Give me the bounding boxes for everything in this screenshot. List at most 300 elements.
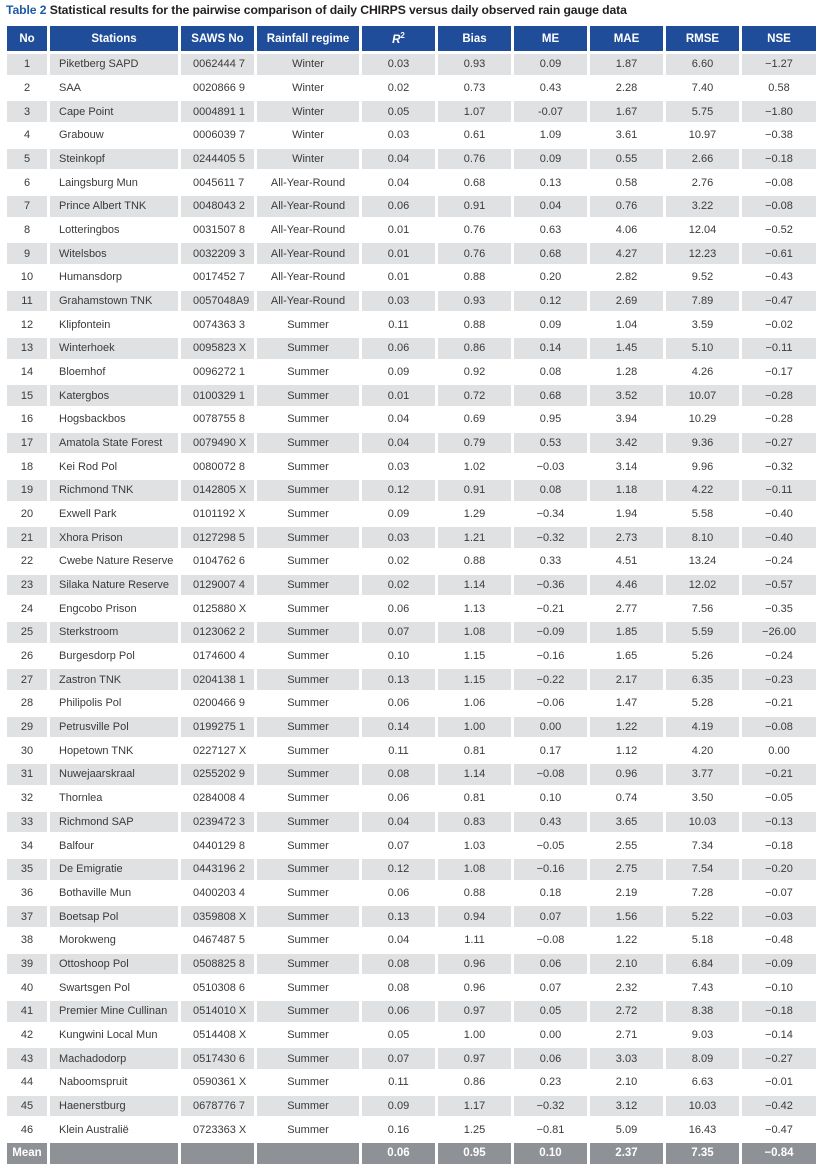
cell-r2: 0.08 (362, 764, 435, 785)
cell-nse: −0.02 (742, 314, 816, 335)
cell-station: Witelsbos (50, 243, 178, 264)
cell-nse: −0.57 (742, 575, 816, 596)
mean-mae: 2.37 (590, 1143, 663, 1164)
header-no: No (7, 26, 47, 51)
cell-rmse: 9.96 (666, 456, 739, 477)
table-label: Table 2 (6, 3, 47, 17)
cell-bias: 0.73 (438, 78, 511, 99)
cell-r2: 0.01 (362, 385, 435, 406)
cell-rmse: 13.24 (666, 551, 739, 572)
cell-nse: −0.35 (742, 598, 816, 619)
cell-station: Nuwejaarskraal (50, 764, 178, 785)
cell-mae: 1.18 (590, 480, 663, 501)
cell-mae: 0.76 (590, 196, 663, 217)
cell-rainfall-regime: Summer (257, 1072, 359, 1093)
header-r2 (362, 26, 435, 51)
cell-rainfall-regime: Summer (257, 1001, 359, 1022)
cell-no: 36 (7, 883, 47, 904)
cell-rainfall-regime: Summer (257, 1048, 359, 1069)
cell-nse: −0.43 (742, 267, 816, 288)
cell-me: −0.06 (514, 693, 587, 714)
cell-saws-no: 0129007 4 (181, 575, 254, 596)
table-row (7, 764, 816, 785)
cell-saws-no: 0123062 2 (181, 622, 254, 643)
cell-no: 8 (7, 220, 47, 241)
cell-saws-no: 0199275 1 (181, 717, 254, 738)
cell-rmse: 6.84 (666, 954, 739, 975)
cell-station: Richmond TNK (50, 480, 178, 501)
header-stations: Stations (50, 26, 178, 51)
cell-station: Bloemhof (50, 362, 178, 383)
cell-nse: −0.08 (742, 172, 816, 193)
cell-station: Lotteringbos (50, 220, 178, 241)
cell-rainfall-regime: All-Year-Round (257, 196, 359, 217)
cell-r2: 0.03 (362, 125, 435, 146)
cell-rmse: 6.60 (666, 54, 739, 75)
cell-r2: 0.16 (362, 1119, 435, 1140)
table-row (7, 954, 816, 975)
cell-saws-no: 0440129 8 (181, 835, 254, 856)
header-r2-symbol: R (392, 33, 401, 46)
cell-r2: 0.13 (362, 906, 435, 927)
cell-rainfall-regime: Summer (257, 338, 359, 359)
cell-nse: −0.11 (742, 338, 816, 359)
cell-mae: 3.12 (590, 1096, 663, 1117)
cell-nse: −0.28 (742, 385, 816, 406)
cell-me: −0.08 (514, 930, 587, 951)
cell-mae: 2.73 (590, 527, 663, 548)
table-row (7, 646, 816, 667)
cell-rmse: 6.35 (666, 669, 739, 690)
cell-bias: 0.83 (438, 812, 511, 833)
cell-nse: −0.47 (742, 291, 816, 312)
cell-no: 18 (7, 456, 47, 477)
cell-mae: 2.82 (590, 267, 663, 288)
cell-saws-no: 0078755 8 (181, 409, 254, 430)
cell-r2: 0.04 (362, 930, 435, 951)
cell-bias: 0.96 (438, 954, 511, 975)
table-row (7, 220, 816, 241)
cell-station: Engcobo Prison (50, 598, 178, 619)
cell-r2: 0.01 (362, 267, 435, 288)
cell-rainfall-regime: All-Year-Round (257, 220, 359, 241)
cell-saws-no: 0517430 6 (181, 1048, 254, 1069)
table-row (7, 693, 816, 714)
cell-bias: 0.76 (438, 220, 511, 241)
cell-r2: 0.02 (362, 551, 435, 572)
cell-bias: 0.68 (438, 172, 511, 193)
cell-no: 9 (7, 243, 47, 264)
cell-nse: −0.07 (742, 883, 816, 904)
cell-rmse: 5.28 (666, 693, 739, 714)
cell-station: Cwebe Nature Reserve (50, 551, 178, 572)
cell-station: Klein Australië (50, 1119, 178, 1140)
cell-mae: 3.65 (590, 812, 663, 833)
cell-rainfall-regime: Summer (257, 788, 359, 809)
table-row (7, 622, 816, 643)
cell-rmse: 10.07 (666, 385, 739, 406)
cell-saws-no: 0400203 4 (181, 883, 254, 904)
cell-me: 0.43 (514, 812, 587, 833)
cell-saws-no: 0057048A9 (181, 291, 254, 312)
cell-station: Grabouw (50, 125, 178, 146)
cell-no: 32 (7, 788, 47, 809)
cell-mae: 2.55 (590, 835, 663, 856)
cell-nse: −0.03 (742, 906, 816, 927)
table-row (7, 930, 816, 951)
cell-no: 10 (7, 267, 47, 288)
cell-saws-no: 0508825 8 (181, 954, 254, 975)
cell-rainfall-regime: Winter (257, 101, 359, 122)
cell-me: 0.43 (514, 78, 587, 99)
cell-rmse: 8.10 (666, 527, 739, 548)
cell-station: Hogsbackbos (50, 409, 178, 430)
cell-bias: 0.91 (438, 480, 511, 501)
cell-station: Thornlea (50, 788, 178, 809)
cell-no: 30 (7, 740, 47, 761)
cell-rainfall-regime: Summer (257, 1119, 359, 1140)
cell-station: Balfour (50, 835, 178, 856)
cell-no: 42 (7, 1025, 47, 1046)
cell-me: 0.09 (514, 314, 587, 335)
cell-r2: 0.09 (362, 1096, 435, 1117)
cell-station: Cape Point (50, 101, 178, 122)
cell-nse: 0.00 (742, 740, 816, 761)
cell-me: 0.13 (514, 172, 587, 193)
table-row (7, 480, 816, 501)
cell-me: 0.17 (514, 740, 587, 761)
table-row (7, 101, 816, 122)
cell-station: Burgesdorp Pol (50, 646, 178, 667)
cell-rmse: 9.52 (666, 267, 739, 288)
cell-mae: 0.58 (590, 172, 663, 193)
cell-mae: 1.22 (590, 717, 663, 738)
cell-saws-no: 0142805 X (181, 480, 254, 501)
cell-mae: 2.77 (590, 598, 663, 619)
cell-me: −0.22 (514, 669, 587, 690)
cell-mae: 1.85 (590, 622, 663, 643)
table-row (7, 527, 816, 548)
cell-r2: 0.10 (362, 646, 435, 667)
cell-mae: 4.06 (590, 220, 663, 241)
cell-no: 46 (7, 1119, 47, 1140)
cell-rmse: 10.29 (666, 409, 739, 430)
cell-saws-no: 0096272 1 (181, 362, 254, 383)
cell-rainfall-regime: Summer (257, 527, 359, 548)
cell-mae: 0.74 (590, 788, 663, 809)
cell-me: 0.12 (514, 291, 587, 312)
cell-rainfall-regime: Summer (257, 1096, 359, 1117)
cell-station: Humansdorp (50, 267, 178, 288)
cell-rmse: 3.77 (666, 764, 739, 785)
table-row (7, 598, 816, 619)
cell-rmse: 7.54 (666, 859, 739, 880)
table-row (7, 788, 816, 809)
cell-r2: 0.03 (362, 54, 435, 75)
cell-mae: 1.94 (590, 504, 663, 525)
cell-no: 38 (7, 930, 47, 951)
cell-nse: −0.18 (742, 1001, 816, 1022)
cell-mae: 1.45 (590, 338, 663, 359)
cell-no: 39 (7, 954, 47, 975)
cell-saws-no: 0174600 4 (181, 646, 254, 667)
cell-bias: 1.00 (438, 1025, 511, 1046)
cell-mae: 2.72 (590, 1001, 663, 1022)
cell-nse: −0.61 (742, 243, 816, 264)
header-nse: NSE (742, 26, 816, 51)
cell-saws-no: 0443196 2 (181, 859, 254, 880)
cell-rmse: 9.03 (666, 1025, 739, 1046)
cell-rmse: 9.36 (666, 433, 739, 454)
cell-r2: 0.08 (362, 954, 435, 975)
cell-me: 1.09 (514, 125, 587, 146)
cell-saws-no: 0104762 6 (181, 551, 254, 572)
cell-no: 37 (7, 906, 47, 927)
cell-no: 35 (7, 859, 47, 880)
table-row (7, 362, 816, 383)
cell-rmse: 7.56 (666, 598, 739, 619)
cell-mae: 3.61 (590, 125, 663, 146)
cell-r2: 0.06 (362, 883, 435, 904)
cell-station: Premier Mine Cullinan (50, 1001, 178, 1022)
mean-empty-saws (181, 1143, 254, 1164)
cell-rainfall-regime: Summer (257, 362, 359, 383)
cell-saws-no: 0048043 2 (181, 196, 254, 217)
cell-mae: 1.28 (590, 362, 663, 383)
mean-rmse: 7.35 (666, 1143, 739, 1164)
cell-r2: 0.06 (362, 693, 435, 714)
cell-mae: 2.10 (590, 1072, 663, 1093)
cell-nse: −0.24 (742, 646, 816, 667)
header-saws-no: SAWS No (181, 26, 254, 51)
table-row (7, 835, 816, 856)
statistics-table (4, 23, 819, 1167)
cell-bias: 1.00 (438, 717, 511, 738)
cell-me: 0.06 (514, 1048, 587, 1069)
cell-me: 0.53 (514, 433, 587, 454)
cell-no: 17 (7, 433, 47, 454)
cell-rmse: 10.03 (666, 1096, 739, 1117)
cell-no: 28 (7, 693, 47, 714)
cell-me: 0.07 (514, 906, 587, 927)
cell-no: 43 (7, 1048, 47, 1069)
cell-no: 41 (7, 1001, 47, 1022)
cell-r2: 0.06 (362, 788, 435, 809)
cell-rainfall-regime: Summer (257, 598, 359, 619)
cell-bias: 0.91 (438, 196, 511, 217)
cell-rainfall-regime: Summer (257, 906, 359, 927)
cell-mae: 2.10 (590, 954, 663, 975)
cell-saws-no: 0467487 5 (181, 930, 254, 951)
cell-r2: 0.07 (362, 1048, 435, 1069)
cell-no: 45 (7, 1096, 47, 1117)
cell-bias: 0.92 (438, 362, 511, 383)
mean-empty-stations (50, 1143, 178, 1164)
table-row (7, 977, 816, 998)
cell-station: Kungwini Local Mun (50, 1025, 178, 1046)
cell-saws-no: 0200466 9 (181, 693, 254, 714)
cell-me: 0.09 (514, 149, 587, 170)
cell-bias: 1.17 (438, 1096, 511, 1117)
cell-me: 0.06 (514, 954, 587, 975)
cell-nse: −0.28 (742, 409, 816, 430)
cell-no: 6 (7, 172, 47, 193)
cell-rainfall-regime: Summer (257, 812, 359, 833)
cell-rainfall-regime: Summer (257, 314, 359, 335)
cell-nse: −0.20 (742, 859, 816, 880)
table-row (7, 385, 816, 406)
cell-r2: 0.05 (362, 1025, 435, 1046)
table-row (7, 504, 816, 525)
cell-r2: 0.06 (362, 1001, 435, 1022)
cell-station: Katergbos (50, 385, 178, 406)
cell-station: Prince Albert TNK (50, 196, 178, 217)
cell-no: 33 (7, 812, 47, 833)
cell-rainfall-regime: All-Year-Round (257, 291, 359, 312)
cell-me: 0.00 (514, 717, 587, 738)
cell-station: SAA (50, 78, 178, 99)
cell-rmse: 7.43 (666, 977, 739, 998)
cell-me: −0.34 (514, 504, 587, 525)
cell-mae: 2.17 (590, 669, 663, 690)
cell-rainfall-regime: Summer (257, 693, 359, 714)
cell-r2: 0.04 (362, 812, 435, 833)
cell-r2: 0.07 (362, 622, 435, 643)
cell-station: Kei Rod Pol (50, 456, 178, 477)
cell-nse: −0.01 (742, 1072, 816, 1093)
cell-station: Boetsap Pol (50, 906, 178, 927)
cell-bias: 0.86 (438, 338, 511, 359)
cell-saws-no: 0204138 1 (181, 669, 254, 690)
cell-me: 0.23 (514, 1072, 587, 1093)
cell-rmse: 3.59 (666, 314, 739, 335)
cell-r2: 0.11 (362, 740, 435, 761)
cell-me: 0.07 (514, 977, 587, 998)
cell-nse: −0.24 (742, 551, 816, 572)
cell-nse: −0.18 (742, 835, 816, 856)
cell-nse: −0.18 (742, 149, 816, 170)
cell-me: 0.63 (514, 220, 587, 241)
cell-station: Bothaville Mun (50, 883, 178, 904)
cell-bias: 1.13 (438, 598, 511, 619)
cell-rmse: 5.26 (666, 646, 739, 667)
cell-saws-no: 0004891 1 (181, 101, 254, 122)
cell-me: 0.68 (514, 243, 587, 264)
header-rmse: RMSE (666, 26, 739, 51)
cell-station: Ottoshoop Pol (50, 954, 178, 975)
cell-bias: 0.88 (438, 267, 511, 288)
table-row (7, 1072, 816, 1093)
cell-rmse: 7.34 (666, 835, 739, 856)
table-row (7, 551, 816, 572)
cell-station: Haenerstburg (50, 1096, 178, 1117)
cell-me: 0.09 (514, 54, 587, 75)
cell-saws-no: 0031507 8 (181, 220, 254, 241)
table-row (7, 717, 816, 738)
cell-r2: 0.13 (362, 669, 435, 690)
cell-me: −0.21 (514, 598, 587, 619)
cell-rainfall-regime: Summer (257, 740, 359, 761)
cell-saws-no: 0723363 X (181, 1119, 254, 1140)
cell-station: Xhora Prison (50, 527, 178, 548)
table-row (7, 740, 816, 761)
cell-me: 0.00 (514, 1025, 587, 1046)
cell-saws-no: 0062444 7 (181, 54, 254, 75)
cell-no: 24 (7, 598, 47, 619)
cell-mae: 1.87 (590, 54, 663, 75)
cell-saws-no: 0127298 5 (181, 527, 254, 548)
cell-nse: −0.27 (742, 433, 816, 454)
cell-me: −0.16 (514, 646, 587, 667)
cell-mae: 4.27 (590, 243, 663, 264)
cell-rainfall-regime: Winter (257, 149, 359, 170)
cell-station: De Emigratie (50, 859, 178, 880)
table-row (7, 883, 816, 904)
cell-saws-no: 0032209 3 (181, 243, 254, 264)
cell-me: 0.18 (514, 883, 587, 904)
cell-bias: 1.06 (438, 693, 511, 714)
cell-station: Richmond SAP (50, 812, 178, 833)
cell-no: 29 (7, 717, 47, 738)
cell-no: 20 (7, 504, 47, 525)
cell-station: Naboomspruit (50, 1072, 178, 1093)
cell-r2: 0.03 (362, 291, 435, 312)
cell-rmse: 7.40 (666, 78, 739, 99)
cell-bias: 0.93 (438, 54, 511, 75)
cell-rainfall-regime: Summer (257, 764, 359, 785)
cell-station: Grahamstown TNK (50, 291, 178, 312)
cell-bias: 0.79 (438, 433, 511, 454)
cell-me: −0.32 (514, 1096, 587, 1117)
table-title: Statistical results for the pairwise comparison of daily CHIRPS versus daily observed rain gauge data (49, 3, 627, 17)
cell-bias: 0.76 (438, 243, 511, 264)
cell-bias: 1.02 (438, 456, 511, 477)
cell-r2: 0.11 (362, 1072, 435, 1093)
cell-r2: 0.11 (362, 314, 435, 335)
cell-nse: −0.47 (742, 1119, 816, 1140)
cell-station: Sterkstroom (50, 622, 178, 643)
cell-station: Morokweng (50, 930, 178, 951)
cell-rmse: 4.20 (666, 740, 739, 761)
cell-rainfall-regime: Winter (257, 125, 359, 146)
cell-station: Laingsburg Mun (50, 172, 178, 193)
cell-mae: 2.32 (590, 977, 663, 998)
cell-rmse: 5.10 (666, 338, 739, 359)
cell-no: 3 (7, 101, 47, 122)
cell-r2: 0.06 (362, 598, 435, 619)
cell-rmse: 2.76 (666, 172, 739, 193)
cell-station: Hopetown TNK (50, 740, 178, 761)
cell-bias: 0.97 (438, 1048, 511, 1069)
table-row (7, 433, 816, 454)
cell-mae: 1.47 (590, 693, 663, 714)
cell-rmse: 10.97 (666, 125, 739, 146)
cell-rainfall-regime: All-Year-Round (257, 243, 359, 264)
cell-bias: 0.88 (438, 551, 511, 572)
cell-station: Petrusville Pol (50, 717, 178, 738)
table-caption (6, 3, 627, 17)
cell-rainfall-regime: Summer (257, 385, 359, 406)
table-row (7, 409, 816, 430)
cell-no: 31 (7, 764, 47, 785)
cell-r2: 0.04 (362, 172, 435, 193)
cell-rmse: 16.43 (666, 1119, 739, 1140)
cell-saws-no: 0079490 X (181, 433, 254, 454)
cell-mae: 5.09 (590, 1119, 663, 1140)
cell-saws-no: 0095823 X (181, 338, 254, 359)
cell-rainfall-regime: Summer (257, 504, 359, 525)
cell-mae: 1.67 (590, 101, 663, 122)
